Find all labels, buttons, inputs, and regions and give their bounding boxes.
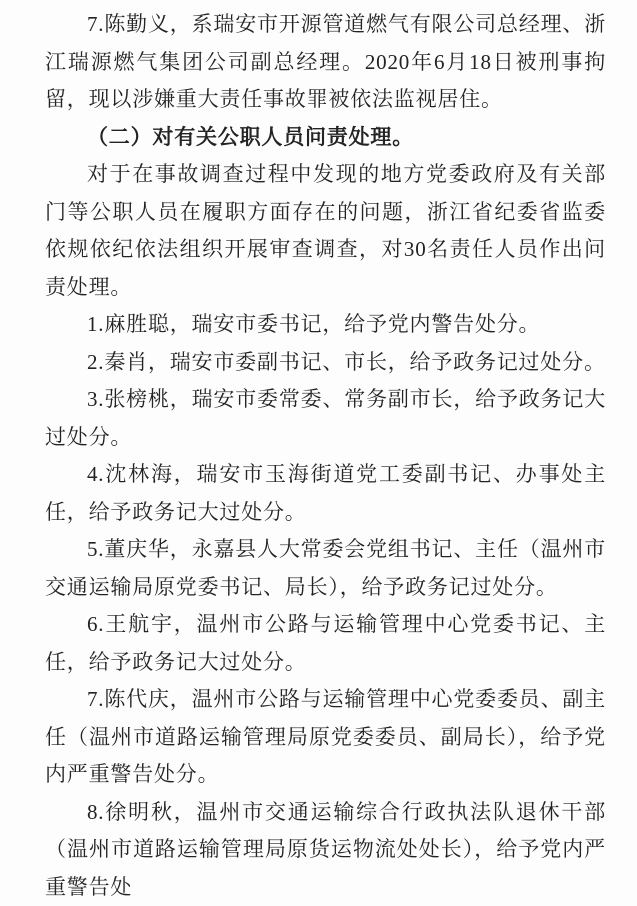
paragraph-item3-zhang-bangtao: 3.张榜桃，瑞安市委常委、常务副市长，给予政务记大过处分。 — [45, 381, 606, 456]
paragraph-item2-qin-xiao: 2.秦肖，瑞安市委副书记、市长，给予政务记过处分。 — [45, 344, 606, 382]
paragraph-item7-chen-qinyi: 7.陈勤义，系瑞安市开源管道燃气有限公司总经理、浙江瑞源燃气集团公司副总经理。2020年6月18日被刑事拘留，现以涉嫌重大责任事故罪被依法监视居住。 — [45, 6, 606, 119]
paragraph-item5-dong-qinghua: 5.董庆华，永嘉县人大常委会党组书记、主任（温州市交通运输局原党委书记、局长），给予政务记过处分。 — [45, 531, 606, 606]
paragraph-item8-xu-mingqiu: 8.徐明秋，温州市交通运输综合行政执法队退休干部（温州市道路运输管理局原货运物流处处长），给予党内严重警告处 — [45, 794, 606, 906]
paragraph-item1-ma-shengcong: 1.麻胜聪，瑞安市委书记，给予党内警告处分。 — [45, 306, 606, 344]
paragraph-item4-shen-linhai: 4.沈林海，瑞安市玉海街道党工委副书记、办事处主任，给予政务记大过处分。 — [45, 456, 606, 531]
paragraph-item6-wang-hangyu: 6.王航宇，温州市公路与运输管理中心党委书记、主任，给予政务记大过处分。 — [45, 606, 606, 681]
paragraph-item7-chen-daiqing: 7.陈代庆，温州市公路与运输管理中心党委委员、副主任（温州市道路运输管理局原党委委员、副局长），给予党内严重警告处分。 — [45, 681, 606, 794]
paragraph-intro-accountability: 对于在事故调查过程中发现的地方党委政府及有关部门等公职人员在履职方面存在的问题，浙江省纪委省监委依规依纪依法组织开展审查调查，对30名责任人员作出问责处理。 — [45, 156, 606, 306]
section-heading-accountability: （二）对有关公职人员问责处理。 — [45, 119, 606, 157]
